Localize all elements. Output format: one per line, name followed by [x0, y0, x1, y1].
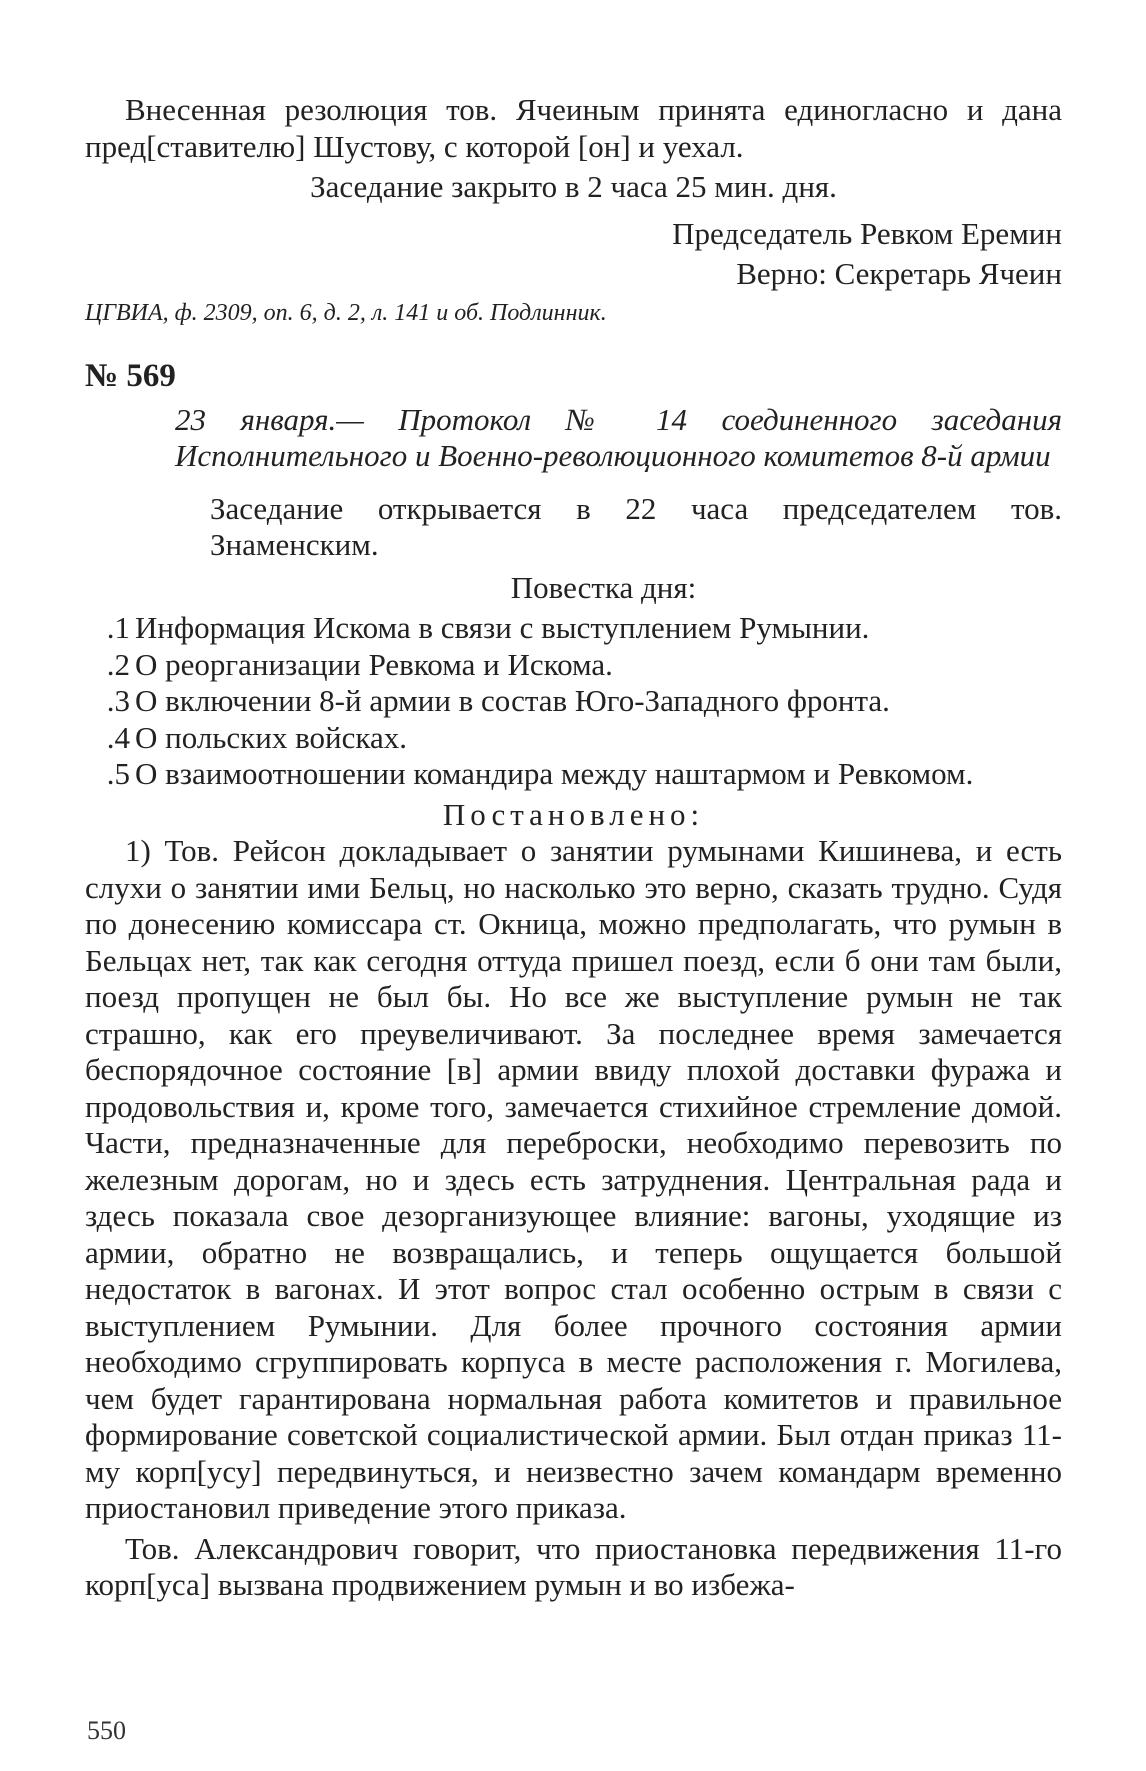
body-paragraph: 1) Тов. Рейсон докладывает о занятии румынами Кишинева, и есть слухи о занятии ими Бельц, но насколько это верно, сказать трудно. Судя по донесению комиссара ст. Окница, можно предполагать, что румын в Бельцах нет, так как сегодня оттуда пришел поезд, если б они там были, поезд пропущен не был бы. Но все же выступление румын не так страшно, как его преувеличивают. За последнее время замечается беспорядочное состояние [в] армии ввиду плохой доставки фуража и продовольствия и, кроме того, замечается стихийное стремление домой. Части, предназначенные для переброски, необходимо перевозить по железным дорогам, но и здесь есть затруднения. Центральная рада и здесь показала свое дезорганизующее влияние: вагоны, уходящие из армии, обратно не возвращались, и теперь ощущается большой недостаток в вагонах. И этот вопрос стал особенно острым в связи с выступлением Румынии. Для более прочного состояния армии необходимо сгруппировать корпуса в месте расположения г. Могилева, чем будет гарантирована нормальная работа комитетов и правильное формирование советской социалистической армии. Был отдан приказ 11-му корп[усу] передвинуться, и неизвестно зачем командарм временно приостановил приведение этого приказа. [85, 833, 1062, 1525]
signature-chair: Председатель Ревком Еремин [672, 215, 1062, 251]
body-paragraph: Тов. Александрович говорит, что приостановка передвижения 11-го корп[уса] вызвана продвижением румын и во избежа- [85, 1530, 1062, 1602]
agenda-heading: Повестка дня: [510, 569, 697, 605]
agenda-item: 4. О польских войсках. [106, 719, 407, 755]
resolution-paragraph: Внесенная резолюция тов. Ячеиным принята единогласно и дана пред[ставителю] Шустову, с которой [он] и уехал. [85, 92, 1062, 164]
signature-secretary: Верно: Секретарь Ячеин [736, 255, 1062, 291]
archive-source: ЦГВИА, ф. 2309, оп. 6, д. 2, л. 141 и об. Подлинник. [85, 299, 607, 326]
agenda-item: 3. О включении 8-й армии в состав Юго-Западного фронта. [106, 683, 890, 718]
resolved-heading: Постановлено: [442, 796, 705, 832]
agenda-list [85, 610, 1062, 793]
meeting-opening: Заседание открывается в 22 часа председателем тов. Знаменским. [210, 490, 1062, 562]
agenda-item: 1. Информация Искома в связи с выступлением Румынии. [106, 610, 870, 645]
page-number: 550 [87, 1716, 126, 1745]
text-column [85, 92, 1062, 1604]
closing-line: Заседание закрыто в 2 часа 25 мин. дня. [310, 169, 837, 204]
agenda-item: 5. О взаимоотношении командира между наштармом и Ревкомом. [106, 756, 974, 791]
document-title: 23 января.— Протокол № 14 соединенного заседания Исполнительного и Военно-революционного комитетов 8-й армии [175, 401, 1062, 473]
document-number: № 569 [85, 357, 176, 394]
agenda-item: 2. О реорганизации Ревкома и Искома. [106, 646, 613, 682]
